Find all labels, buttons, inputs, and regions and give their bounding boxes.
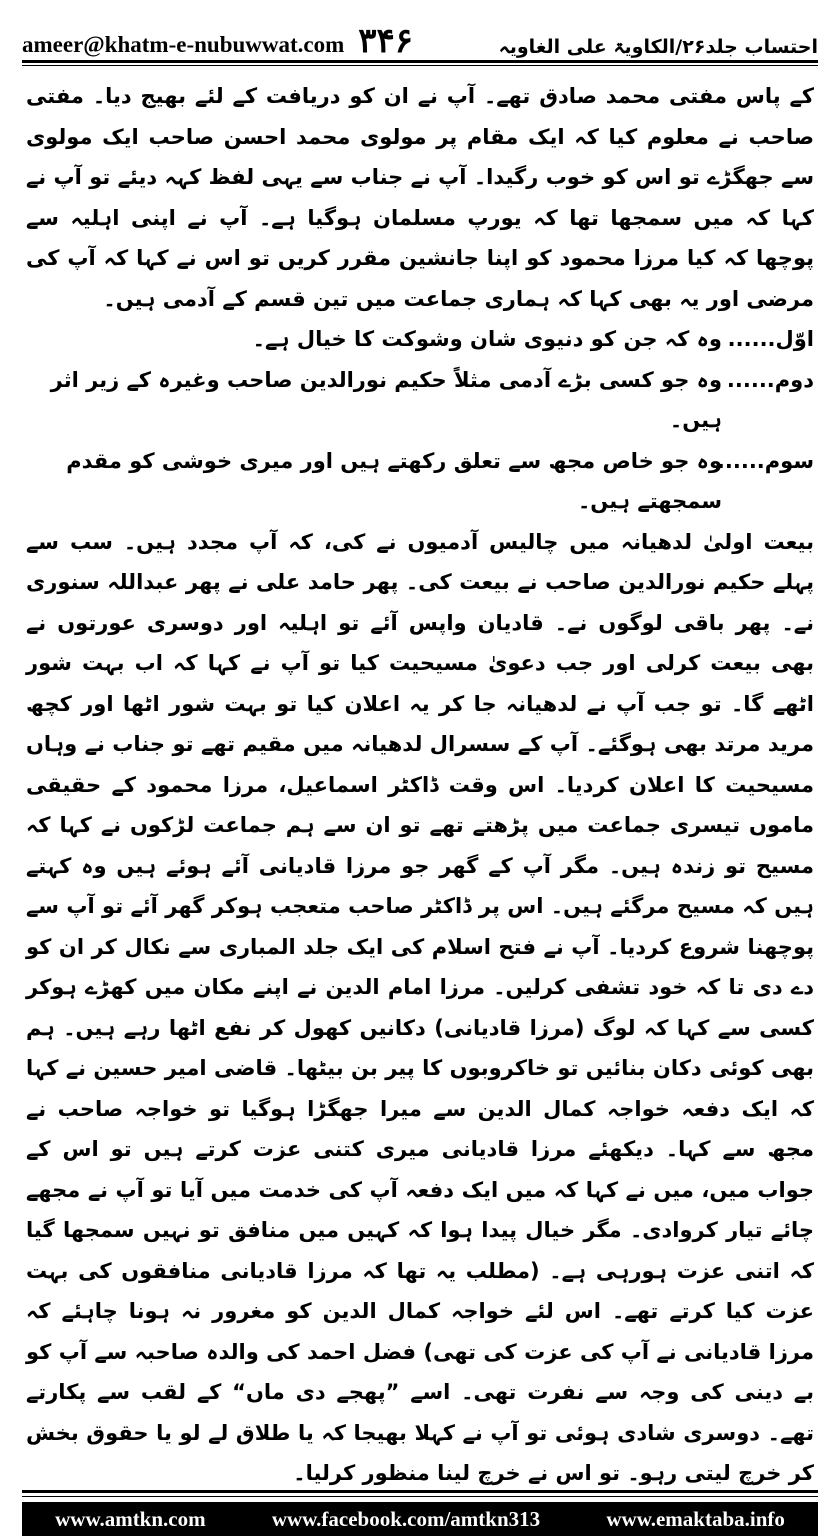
list-item-text: وہ کہ جن کو دنیوی شان وشوکت کا خیال ہے۔ (252, 327, 722, 351)
page-body (26, 76, 814, 1494)
list-item-label: اوّل...... (727, 327, 814, 351)
body-paragraph-2: بیعت اولیٰ لدھیانہ میں چالیس آدمیوں نے کی، کہ آپ مجدد ہیں۔ سب سے پہلے حکیم نورالدین صاحب نے بیعت کی۔ پھر حامد علی نے پھر عبداللہ سنوری نے۔ پھر باقی لوگوں نے۔ قادیان واپس آئے تو اہلیہ اور دوسری عورتوں نے بھی بیعت کرلی اور جب دعویٰ مسیحیت کیا تو آپ نے کہا کہ اب بہت شور اٹھے گا۔ تو جب آپ نے لدھیانہ جا کر یہ اعلان کیا تو بہت شور اٹھا اور کچھ مرید مرتد بھی ہوگئے۔ آپ کے سسرال لدھیانہ میں مقیم تھے تو جناب نے وہاں مسیحیت کا اعلان کردیا۔ اس وقت ڈاکٹر اسماعیل، مرزا محمود کے حقیقی ماموں تیسری جماعت میں پڑھتے تھے تو ان سے ہم جماعت لڑکوں نے کہا کہ مسیح تو زندہ ہیں۔ مگر آپ کے گھر جو مرزا قادیانی آئے ہوئے ہیں وہ کہتے ہیں کہ مسیح مرگئے ہیں۔ اس پر ڈاکٹر صاحب متعجب ہوکر گھر آئے تو آپ سے پوچھنا شروع کردیا۔ آپ نے فتح اسلام کی ایک جلد المباری سے نکال کر ان کو دے دی تا کہ خود تشفی کرلیں۔ مرزا امام الدین نے اپنے مکان میں کھڑے ہوکر کسی سے کہا کہ لوگ (مرزا قادیانی) دکانیں کھول کر نفع اٹھا رہے ہیں۔ ہم بھی کوئی دکان بنائیں تو خاکروبوں کا پیر بن بیٹھا۔ قاضی امیر حسین نے کہا کہ ایک دفعہ خواجہ کمال الدین سے میرا جھگڑا ہوگیا تو خواجہ صاحب نے مجھ سے کہا۔ دیکھئے مرزا قادیانی میری کتنی عزت کرتے ہیں تو اس کے جواب میں، میں نے کہا کہ میں ایک دفعہ آپ کی خدمت میں آیا تو آپ نے مجھے چائے تیار کروادی۔ مگر خیال پیدا ہوا کہ کہیں میں منافق تو نہیں سمجھا گیا کہ اتنی عزت ہورہی ہے۔ (مطلب یہ تھا کہ مرزا قادیانی منافقوں کی بہت عزت کیا کرتے تھے۔ اس لئے خواجہ کمال الدین کو مغرور نہ ہونا چاہئے کہ مرزا قادیانی نے آپ کی عزت کی تھی) فضل احمد کی والدہ صاحبہ سے آپ کو بے دینی کی وجہ سے نفرت تھی۔ اسے ”پھجے دی ماں“ کے لقب سے پکارتے تھے۔ دوسری شادی ہوئی تو آپ نے کہلا بھیجا کہ یا طلاق لے لو یا حقوق بخش کر خرچ لیتی رہو۔ تو اس نے خرچ لینا منظور کرلیا۔ (26, 529, 814, 1485)
page-header (22, 8, 818, 61)
header-left (22, 21, 414, 61)
list-item-3 (26, 441, 814, 522)
footer-link-amtkn[interactable]: www.amtkn.com (55, 1506, 206, 1531)
book-title: احتساب جلد۲۶/الکاویۃ علی الغاویہ (498, 36, 818, 58)
list-item-label: سوم...... (716, 448, 814, 473)
header-divider (22, 60, 818, 63)
list-item-2 (26, 360, 814, 441)
list-item-text: وہ جو خاص مجھ سے تعلق رکھتے ہیں اور میری خوشی کو مقدم سمجھتے ہیں۔ (66, 448, 722, 513)
list-item-label: دوم...... (726, 367, 814, 392)
footer-link-emaktaba[interactable]: www.emaktaba.info (606, 1506, 785, 1531)
header-email: ameer@khatm-e-nubuwwat.com (22, 32, 345, 57)
footer-divider (22, 1490, 818, 1493)
header-divider-thin (22, 65, 818, 66)
list-item-text: وہ جو کسی بڑے آدمی مثلاً حکیم نورالدین صاحب وغیرہ کے زیر اثر ہیں۔ (50, 367, 722, 432)
body-paragraph-1: کے پاس مفتی محمد صادق تھے۔ آپ نے ان کو دریافت کے لئے بھیج دیا۔ مفتی صاحب نے معلوم کیا کہ ایک مقام پر مولوی محمد احسن صاحب ایک مولوی سے جھگڑے تو اس کو خوب رگیدا۔ آپ نے جناب سے یہی لفظ کہہ دیئے تو آپ نے کہا کہ میں سمجھا تھا کہ یورپ مسلمان ہوگیا ہے۔ آپ نے اپنی اہلیہ سے پوچھا کہ کیا مرزا محمود کو اپنا جانشین مقرر کریں تو اس نے کہا کہ آپ کی مرضی اور یہ بھی کہا کہ ہماری جماعت میں تین قسم کے آدمی ہیں۔ (26, 84, 814, 311)
page-number: ۳۴۶ (358, 21, 414, 61)
list-item-1 (26, 319, 814, 360)
footer-link-facebook[interactable]: www.facebook.com/amtkn313 (271, 1506, 541, 1531)
footer-divider-thin (22, 1496, 818, 1497)
page-footer (22, 1502, 818, 1536)
